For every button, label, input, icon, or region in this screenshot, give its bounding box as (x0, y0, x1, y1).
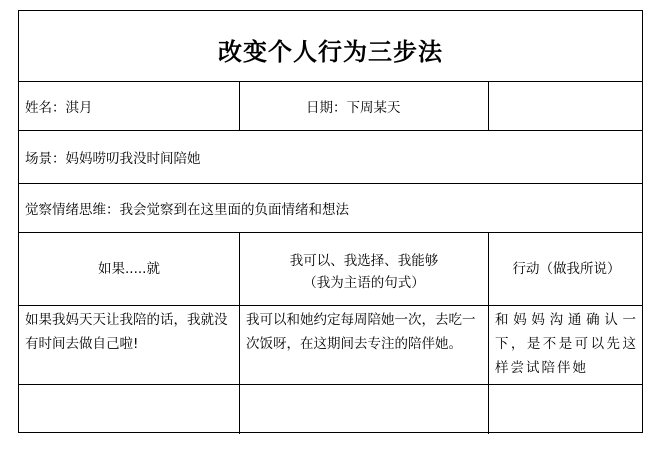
date-label: 日期： (306, 100, 347, 116)
awareness-label: 觉察情绪思维： (25, 202, 120, 218)
action-cell (489, 385, 644, 434)
if-then-cell: 如果我妈天天让我陪的话，我就没有时间去做自己啦! (19, 306, 240, 384)
column-label: 我可以、我选择、我能够 (289, 253, 439, 269)
column-header-if-then (19, 233, 240, 305)
scene-value: 妈妈唠叨我没时间陪她 (65, 151, 201, 167)
column-label: 如果.....就 (98, 261, 160, 277)
title-row (19, 11, 642, 82)
i-can-cell: 我可以和她约定每周陪她一次，去吃一次饭呀，在这期间去专注的陪伴她。 (240, 306, 489, 384)
column-label: 行动（做我所说） (512, 261, 621, 277)
date-cell (240, 82, 489, 130)
column-header-row (19, 233, 642, 306)
date-value: 下周某天 (346, 100, 401, 116)
name-label: 姓名： (25, 100, 66, 116)
awareness-row (19, 184, 642, 233)
column-header-i-can (240, 233, 489, 305)
scene-label: 场景： (25, 151, 66, 167)
scene-row (19, 131, 642, 184)
page-title: 改变个人行为三步法 (218, 36, 443, 66)
column-sublabel: （我为主语的句式） (303, 275, 425, 291)
awareness-value: 我会觉察到在这里面的负面情绪和想法 (119, 202, 349, 218)
info-row (19, 82, 642, 131)
name-cell (19, 82, 240, 130)
name-value: 淇月 (65, 100, 93, 116)
i-can-cell (240, 385, 489, 434)
column-header-action (489, 233, 644, 305)
table-row (19, 385, 642, 434)
empty-info-cell (489, 82, 644, 130)
if-then-cell (19, 385, 240, 434)
action-cell: 和妈妈沟通确认一下，是不是可以先这样尝试陪伴她 (495, 312, 638, 376)
worksheet-table (18, 10, 643, 433)
table-row (19, 306, 642, 385)
